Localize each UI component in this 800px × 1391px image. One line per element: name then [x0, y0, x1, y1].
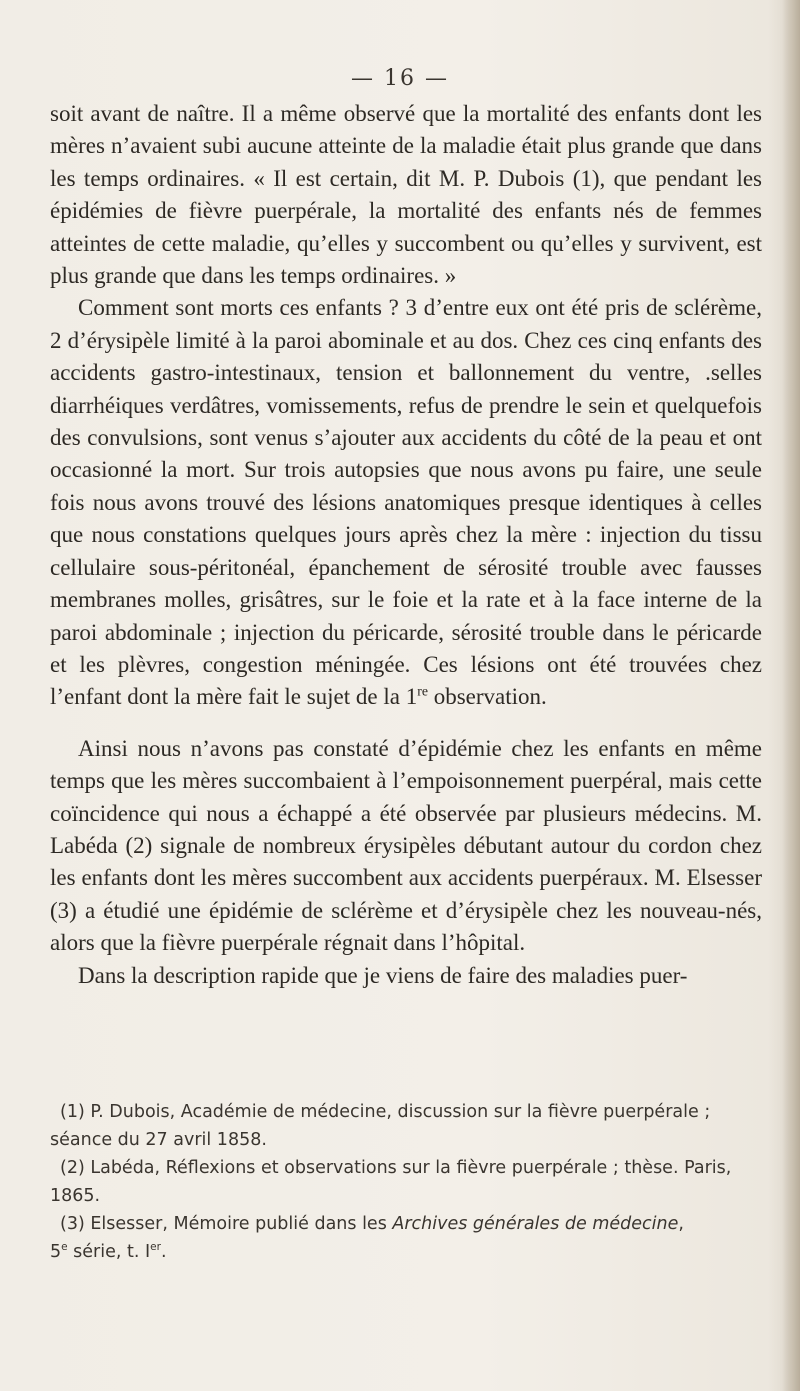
footnote-3	[50, 1210, 750, 1266]
footnote-1: (1) P. Dubois, Académie de médecine, discussion sur la fièvre puerpérale ; séance du 27 avril 1858.	[50, 1102, 711, 1150]
footnote-3-end: .	[160, 1242, 167, 1262]
journal-title: Archives générales de médecine	[392, 1214, 679, 1234]
footnote-2: (2) Labéda, Réflexions et observations sur la fièvre puerpérale ; thèse. Paris, 1865.	[50, 1158, 732, 1206]
paragraph-1: soit avant de naître. Il a même observé que la mortalité des enfants dont les mères n’avaient subi aucune atteinte de la maladie était plus grande que dans les temps ordinaires. « Il est certain, dit M. P. Dubois (1), que pendant les épidémies de fièvre puerpérale, la mortalité des enfants nés de femmes atteintes de cette maladie, qu’elles y succombent ou qu’elles y survivent, est plus grande que dans les temps ordinaires. »	[50, 101, 762, 289]
page-number: — 16 —	[351, 66, 449, 91]
paragraph-4: Dans la description rapide que je viens de faire des maladies puer-	[78, 962, 688, 988]
tome-suffix: er	[150, 1241, 161, 1254]
series-suffix: e	[61, 1241, 68, 1254]
page-edge-shadow	[782, 0, 800, 1391]
paragraph-2	[50, 292, 762, 713]
main-text	[50, 98, 762, 992]
ordinal-number: 1	[405, 684, 418, 710]
footnotes	[50, 1098, 750, 1266]
ordinal-suffix: re	[417, 683, 428, 699]
series-number: 5	[50, 1242, 62, 1262]
footnote-3-comma: ,	[678, 1214, 684, 1234]
paragraph-2-text: Comment sont morts ces enfants ? 3 d’entre eux ont été pris de sclérème, 2 d’érysipèle limité à la paroi abominale et au dos. Chez ces cinq enfants des accidents gastro-intestinaux, tension et ballonnement du ventre, .selles diarrhéiques verdâtres, vomissements, refus de prendre le sein et quelquefois des convulsions, sont venus s’ajouter aux accidents du côté de la peau et ont occasionné la mort. Sur trois autopsies que nous avons pu faire, une seule fois nous avons trouvé des lésions anatomiques presque identiques à celles que nous constations quelques jours après chez la mère : injection du tissu cellulaire sous-péritonéal, épanchement de sérosité trouble avec fausses membranes molles, grisâtres, sur le foie et la rate et à la face interne de la paroi abdominale ; injection du péricarde, sérosité trouble dans le péricarde et les plèvres, congestion méningée. Ces lésions ont été trouvées chez l’enfant dont la mère fait le sujet de la	[50, 295, 762, 710]
footnote-3-text: (3) Elsesser, Mémoire publié dans les	[60, 1214, 393, 1234]
series-text: série, t. I	[67, 1242, 151, 1262]
paragraph-2-end: observation.	[427, 684, 547, 710]
paragraph-3: Ainsi nous n’avons pas constaté d’épidémie chez les enfants en même temps que les mères succombaient à l’empoisonnement puerpéral, mais cette coïncidence qui nous a échappé a été observée par plusieurs médecins. M. Labéda (2) signale de nombreux érysipèles débutant autour du cordon chez les enfants dont les mères succombent aux accidents puerpéraux. M. Elsesser (3) a étudié une épidémie de sclérème et d’érysipèle chez les nouveau-nés, alors que la fièvre puerpérale régnait dans l’hôpital.	[50, 735, 762, 956]
